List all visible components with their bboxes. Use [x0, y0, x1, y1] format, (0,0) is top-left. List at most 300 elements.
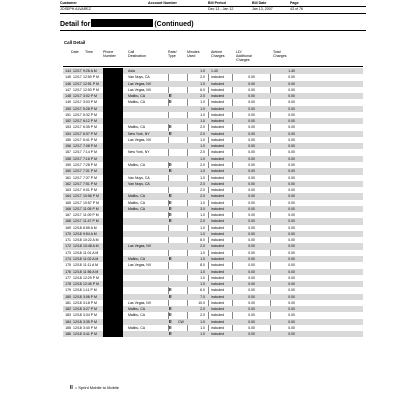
- total-charges: 0.00: [288, 94, 295, 99]
- airtime-charges: included: [211, 288, 225, 293]
- ld-charges: 0.00: [248, 162, 255, 167]
- total-charges: 0.00: [288, 219, 295, 224]
- total-charges: 0.00: [288, 162, 295, 167]
- call-time: 12:50 P M: [83, 75, 99, 80]
- call-time: 3:41 P M: [83, 332, 97, 337]
- rate-type-mark: II: [169, 331, 172, 337]
- minutes-used: 1.0: [200, 325, 205, 330]
- rate-type-mark: II: [169, 218, 172, 224]
- call-date: 12/17: [73, 75, 82, 80]
- rate-type-mark: II: [169, 318, 172, 324]
- airtime-charges: included: [211, 225, 225, 230]
- minutes-used: 2.0: [200, 125, 205, 130]
- call-time: 9:26 A M: [83, 69, 97, 73]
- rate-type-mark: II: [169, 124, 172, 130]
- call-time: 11:56 A M: [83, 269, 99, 274]
- airtime-charges: included: [211, 156, 225, 161]
- airtime-charges: included: [211, 181, 225, 186]
- row-number: 172: [65, 244, 71, 249]
- minutes-used: 10.0: [198, 300, 205, 305]
- minutes-used: 1.0: [200, 332, 205, 337]
- call-time: 10:48 A M: [83, 244, 99, 249]
- legend: [70, 385, 119, 391]
- call-time: 1:11 P M: [83, 288, 97, 293]
- minutes-used: 1.0: [200, 231, 205, 236]
- call-date: 12/18: [73, 282, 82, 287]
- row-number: 181: [65, 300, 71, 305]
- minutes-used: 1.0: [200, 119, 205, 124]
- airtime-charges: included: [211, 144, 225, 149]
- airtime-charges: included: [211, 137, 225, 142]
- ld-charges: 0.00: [248, 81, 255, 86]
- airtime-charges: included: [211, 263, 225, 268]
- call-destination: Las Vegas, NV: [128, 87, 152, 92]
- col-minutes: Minutes Used: [187, 50, 200, 59]
- ld-charges: 0.00: [248, 313, 255, 318]
- call-date: 12/17: [73, 181, 82, 186]
- ld-charges: 0.00: [248, 188, 255, 193]
- airtime-charges: included: [211, 275, 225, 280]
- col-time: Time: [85, 50, 93, 54]
- section-title: Call Detail: [64, 40, 86, 45]
- call-time: 12:29 P M: [83, 275, 99, 280]
- col-destination: Call Destination: [128, 50, 146, 59]
- call-date: 12/18: [73, 244, 82, 249]
- airtime-charges: included: [211, 131, 225, 136]
- rate-type-mark: II: [169, 212, 172, 218]
- rate-type-mark: II: [169, 255, 172, 261]
- airtime-charges: included: [211, 319, 225, 324]
- rate-type-mark: II: [169, 130, 172, 136]
- total-charges: 0.00: [288, 294, 295, 299]
- row-number: 168: [65, 219, 71, 224]
- call-date: 12/17: [73, 200, 82, 205]
- table-header-rule: [63, 66, 363, 67]
- row-number: 176: [65, 269, 71, 274]
- airtime-charges: included: [211, 231, 225, 236]
- row-number: 183: [65, 313, 71, 318]
- call-date: 12/18: [73, 313, 82, 318]
- call-date: 12/17: [73, 188, 82, 193]
- minutes-used: 2.0: [200, 188, 205, 193]
- call-destination: Las Vegas, NV: [128, 300, 152, 305]
- total-charges: 0.00: [288, 194, 295, 199]
- row-number: 165: [65, 200, 71, 205]
- call-time: 3:27 P M: [83, 307, 97, 312]
- total-charges: 0.00: [288, 325, 295, 330]
- minutes-used: 1.0: [200, 319, 205, 324]
- call-destination: Malibu, CA: [128, 94, 146, 99]
- row-number: 186: [65, 332, 71, 337]
- rate-type-mark: II: [169, 161, 172, 167]
- call-time: 10:57 P M: [83, 200, 99, 205]
- bill-date-value: Jan 13, 2007: [252, 7, 273, 11]
- row-number: 179: [65, 288, 71, 293]
- rate-type-mark: II: [169, 168, 172, 174]
- ld-charges: 0.00: [248, 238, 255, 243]
- row-number: 162: [65, 181, 71, 186]
- total-charges: 0.00: [288, 231, 295, 236]
- airtime-charges: included: [211, 169, 225, 174]
- call-date: 12/18: [73, 263, 82, 268]
- ld-charges: 0.00: [248, 288, 255, 293]
- row-number: 173: [65, 250, 71, 255]
- call-time: 6:55 A M: [83, 225, 97, 230]
- total-charges: 0.00: [288, 131, 295, 136]
- total-charges: 0.00: [288, 319, 295, 324]
- redacted-phone-number: [103, 331, 123, 337]
- call-time: 7:16 P M: [83, 156, 97, 161]
- row-number: 184: [65, 319, 71, 324]
- airtime-charges: included: [211, 81, 225, 86]
- total-charges: 0.00: [288, 282, 295, 287]
- row-number: 156: [65, 144, 71, 149]
- ld-charges: 0.00: [248, 332, 255, 337]
- ld-charges: 0.00: [248, 319, 255, 324]
- airtime-charges: included: [211, 87, 225, 92]
- call-date: 12/17: [73, 106, 82, 111]
- ld-charges: 0.00: [248, 156, 255, 161]
- customer-value: JOSEPH ALVAREZ: [60, 7, 92, 11]
- customer-label: Customer: [60, 0, 77, 5]
- ld-charges: 0.00: [248, 100, 255, 105]
- call-destination: New York, NY: [128, 150, 150, 155]
- total-charges: 0.00: [288, 332, 295, 337]
- ld-charges: 0.00: [248, 94, 255, 99]
- call-destination: Malibu, CA: [128, 100, 146, 105]
- total-charges: 0.00: [288, 206, 295, 211]
- call-destination: New York, NY: [128, 131, 150, 136]
- total-charges: 0.00: [288, 188, 295, 193]
- call-destination: Malibu, CA: [128, 162, 146, 167]
- minutes-used: 1.0: [200, 106, 205, 111]
- call-date: 12/18: [73, 319, 82, 324]
- ld-charges: 0.00: [248, 231, 255, 236]
- call-destination: Malibu, CA: [128, 256, 146, 261]
- call-date: 12/18: [73, 325, 82, 330]
- ld-charges: 0.00: [248, 244, 255, 249]
- rate-type-mark: II: [169, 99, 172, 105]
- minutes-used: 1.0: [200, 112, 205, 117]
- call-date: 12/17: [73, 206, 82, 211]
- call-date: 12/18: [73, 332, 82, 337]
- call-time: 7:31 P M: [83, 169, 97, 174]
- call-time: 7:08 P M: [83, 144, 97, 149]
- ld-charges: 0.00: [248, 307, 255, 312]
- airtime-charges: included: [211, 206, 225, 211]
- minutes-used: 2.0: [200, 150, 205, 155]
- col-airtime: Airtime Charges: [211, 50, 225, 59]
- total-charges: 0.00: [288, 269, 295, 274]
- ld-charges: 0.00: [248, 169, 255, 174]
- minutes-used: 1.0: [200, 144, 205, 149]
- ld-charges: 0.00: [248, 200, 255, 205]
- airtime-charges: included: [211, 119, 225, 124]
- total-charges: 1.40: [288, 69, 295, 73]
- airtime-charges: included: [211, 256, 225, 261]
- call-destination: Van Nuys, CA: [128, 181, 150, 186]
- call-time: 7:14 P M: [83, 150, 97, 155]
- call-time: 3:18 P M: [83, 300, 97, 305]
- ld-charges: 0.00: [248, 144, 255, 149]
- call-time: 5:32 P M: [83, 112, 97, 117]
- minutes-used: 1.0: [200, 169, 205, 174]
- total-charges: 0.00: [288, 75, 295, 80]
- call-date: 12/17: [73, 137, 82, 142]
- row-number: 149: [65, 100, 71, 105]
- row-number: 175: [65, 263, 71, 268]
- col-total: Total Charges: [273, 50, 287, 59]
- call-date: 12/17: [73, 131, 82, 136]
- page-title: [60, 19, 194, 28]
- call-date: 12/18: [73, 300, 82, 305]
- call-time: 6:12 P M: [83, 119, 97, 124]
- call-date: 12/18: [73, 256, 82, 261]
- call-date: 12/17: [73, 125, 82, 130]
- call-time: 11:01 A M: [83, 250, 99, 255]
- call-time: 3:35 P M: [83, 319, 97, 324]
- bill-page: [60, 0, 366, 400]
- call-destination: Las Vegas, NV: [128, 81, 152, 86]
- row-number: 152: [65, 119, 71, 124]
- title-suffix: (Continued): [154, 21, 194, 28]
- total-charges: 0.00: [288, 256, 295, 261]
- total-charges: 0.00: [288, 106, 295, 111]
- airtime-charges: included: [211, 150, 225, 155]
- total-charges: 0.00: [288, 300, 295, 305]
- ld-charges: 0.00: [248, 181, 255, 186]
- call-date: 12/18: [73, 269, 82, 274]
- ld-charges: 0.00: [248, 294, 255, 299]
- row-number: 182: [65, 307, 71, 312]
- call-time: 6:41 P M: [83, 137, 97, 142]
- ld-charges: 0.00: [248, 256, 255, 261]
- airtime-charges: included: [211, 213, 225, 218]
- call-time: 9:54 A M: [83, 231, 97, 236]
- airtime-charges: included: [211, 269, 225, 274]
- total-charges: 0.00: [288, 200, 295, 205]
- ld-charges: 0.00: [248, 175, 255, 180]
- ld-charges: 0.00: [248, 250, 255, 255]
- bill-period-label: Bill Period: [208, 0, 226, 5]
- call-date: 12/18: [73, 250, 82, 255]
- total-charges: 0.00: [288, 125, 295, 130]
- airtime-charges: included: [211, 75, 225, 80]
- minutes-used: 2.0: [200, 181, 205, 186]
- minutes-used: 1.0: [200, 137, 205, 142]
- ld-charges: 0.00: [248, 275, 255, 280]
- call-date: 12/17: [73, 213, 82, 218]
- call-time: 6:37 P M: [83, 131, 97, 136]
- rate-type-mark: II: [169, 193, 172, 199]
- minutes-used: 1.0: [200, 282, 205, 287]
- rate-type-mark: II: [169, 287, 172, 293]
- ld-charges: 0.00: [248, 106, 255, 111]
- row-number: 170: [65, 231, 71, 236]
- call-date: 12/17: [73, 69, 82, 73]
- row-number: 167: [65, 213, 71, 218]
- row-number: 185: [65, 325, 71, 330]
- total-charges: 0.00: [288, 275, 295, 280]
- total-charges: 0.00: [288, 150, 295, 155]
- total-charges: 0.00: [288, 169, 295, 174]
- total-charges: 0.00: [288, 288, 295, 293]
- total-charges: 0.00: [288, 156, 295, 161]
- airtime-charges: included: [211, 188, 225, 193]
- row-number: 178: [65, 282, 71, 287]
- total-charges: 0.00: [288, 238, 295, 243]
- title-divider: [60, 30, 366, 31]
- rate-type-mark: II: [169, 93, 172, 99]
- call-date: 12/17: [73, 100, 82, 105]
- airtime-charges: included: [211, 200, 225, 205]
- call-destination: Malibu, CA: [128, 206, 146, 211]
- row-number: 160: [65, 169, 71, 174]
- airtime-charges: included: [211, 106, 225, 111]
- ld-charges: 0.00: [248, 137, 255, 142]
- call-time: 11:11 A M: [83, 263, 99, 268]
- call-date: 12/17: [73, 87, 82, 92]
- total-charges: 0.00: [288, 175, 295, 180]
- page-value: 43 of 76: [290, 7, 303, 11]
- airtime-charges: included: [211, 112, 225, 117]
- airtime-charges: included: [211, 125, 225, 130]
- call-time: 3:34 P M: [83, 313, 97, 318]
- row-number: 157: [65, 150, 71, 155]
- call-time: 11:05 P M: [83, 206, 99, 211]
- ld-charges: 0.00: [248, 150, 255, 155]
- minutes-used: 2.0: [200, 219, 205, 224]
- minutes-used: 6.0: [200, 87, 205, 92]
- minutes-used: 1.0: [200, 256, 205, 261]
- call-destination: Las Vegas, NV: [128, 137, 152, 142]
- rate-type-mark: II: [169, 324, 172, 330]
- call-destination: Malibu, CA: [128, 200, 146, 205]
- account-label: Account Number: [148, 0, 177, 5]
- row-number: 147: [65, 87, 71, 92]
- minutes-used: 1.0: [200, 275, 205, 280]
- airtime-charges: included: [211, 100, 225, 105]
- row-number: 158: [65, 156, 71, 161]
- call-time: 3:02 P M: [83, 94, 97, 99]
- call-time: 5:28 P M: [83, 106, 97, 111]
- call-destination: Malibu, CA: [128, 313, 146, 318]
- rate-type-mark: II: [169, 199, 172, 205]
- call-destination: Las Vegas, NV: [128, 263, 152, 268]
- row-number: 177: [65, 275, 71, 280]
- rate-type-mark: II: [169, 205, 172, 211]
- call-destination: Las Vegas, NV: [128, 244, 152, 249]
- minutes-used: 1.0: [200, 225, 205, 230]
- ld-charges: 0.00: [248, 206, 255, 211]
- call-date: 12/18: [73, 238, 82, 243]
- ld-charges: 0.00: [248, 112, 255, 117]
- airtime-charges: included: [211, 219, 225, 224]
- rate-type-mark: II: [169, 293, 172, 299]
- call-date: 12/17: [73, 119, 82, 124]
- call-destination: Malibu, CA: [128, 325, 146, 330]
- minutes-used: 1.0: [200, 100, 205, 105]
- call-time: 12:53 P M: [83, 87, 99, 92]
- bill-period-value: Dec 13 - Jan 12: [208, 7, 234, 11]
- row-number: 155: [65, 137, 71, 142]
- col-rate-type: Rate/ Type: [168, 50, 177, 59]
- call-time: 3:40 P M: [83, 325, 97, 330]
- minutes-used: 2.0: [200, 131, 205, 136]
- header-divider: [60, 6, 366, 7]
- call-destination: Van Nuys, CA: [128, 175, 150, 180]
- minutes-used: 7.0: [200, 294, 205, 299]
- airtime-charges: included: [211, 282, 225, 287]
- total-charges: 0.00: [288, 244, 295, 249]
- airtime-charges: included: [211, 332, 225, 337]
- row-number: 171: [65, 238, 71, 243]
- col-date: Date: [71, 50, 79, 54]
- title-prefix: Detail for: [60, 21, 91, 28]
- airtime-charges: included: [211, 307, 225, 312]
- ld-charges: 0.00: [248, 87, 255, 92]
- ld-charges: 0.00: [248, 125, 255, 130]
- total-charges: 0.00: [288, 119, 295, 124]
- call-time: 7:51 P M: [83, 181, 97, 186]
- minutes-used: 1.0: [200, 213, 205, 218]
- total-charges: 0.00: [288, 213, 295, 218]
- rate-type-mark: II: [169, 306, 172, 312]
- call-detail-table: [63, 68, 363, 337]
- total-charges: 0.00: [288, 263, 295, 268]
- bill-date-label: Bill Date: [252, 0, 267, 5]
- row-number: 166: [65, 206, 71, 211]
- call-date: 12/17: [73, 112, 82, 117]
- airtime-charges: included: [211, 300, 225, 305]
- call-date: 12/17: [73, 156, 82, 161]
- mobile-to-mobile-icon: II: [70, 385, 73, 391]
- minutes-used: 2.0: [200, 244, 205, 249]
- call-time: 12:45 P M: [83, 282, 99, 287]
- call-time: 11:02 A M: [83, 256, 99, 261]
- row-number: 146: [65, 81, 71, 86]
- minutes-used: 2.0: [200, 162, 205, 167]
- minutes-used: 1.0: [200, 69, 205, 73]
- call-date: 12/18: [73, 294, 82, 299]
- call-date: 12/17: [73, 219, 82, 224]
- minutes-used: 1.0: [200, 269, 205, 274]
- airtime-charges: included: [211, 325, 225, 330]
- row-number: 169: [65, 225, 71, 230]
- total-charges: 0.00: [288, 87, 295, 92]
- call-date: 12/18: [73, 231, 82, 236]
- minutes-used: 2.0: [200, 307, 205, 312]
- airtime-charges: included: [211, 244, 225, 249]
- minutes-used: 3.0: [200, 206, 205, 211]
- total-charges: 0.00: [288, 313, 295, 318]
- minutes-used: 8.0: [200, 263, 205, 268]
- ld-charges: 0.00: [248, 225, 255, 230]
- ld-charges: 0.00: [248, 282, 255, 287]
- airtime-charges: included: [211, 175, 225, 180]
- call-date: 12/17: [73, 94, 82, 99]
- minutes-used: 1.0: [200, 81, 205, 86]
- total-charges: 0.00: [288, 137, 295, 142]
- call-time: 10:56 P M: [83, 194, 99, 199]
- minutes-used: 1.0: [200, 250, 205, 255]
- ld-charges: 0.00: [248, 194, 255, 199]
- row-number: 148: [65, 94, 71, 99]
- table-row: [63, 331, 363, 337]
- minutes-used: 6.0: [200, 288, 205, 293]
- airtime-charges: included: [211, 313, 225, 318]
- airtime-charges: included: [211, 238, 225, 243]
